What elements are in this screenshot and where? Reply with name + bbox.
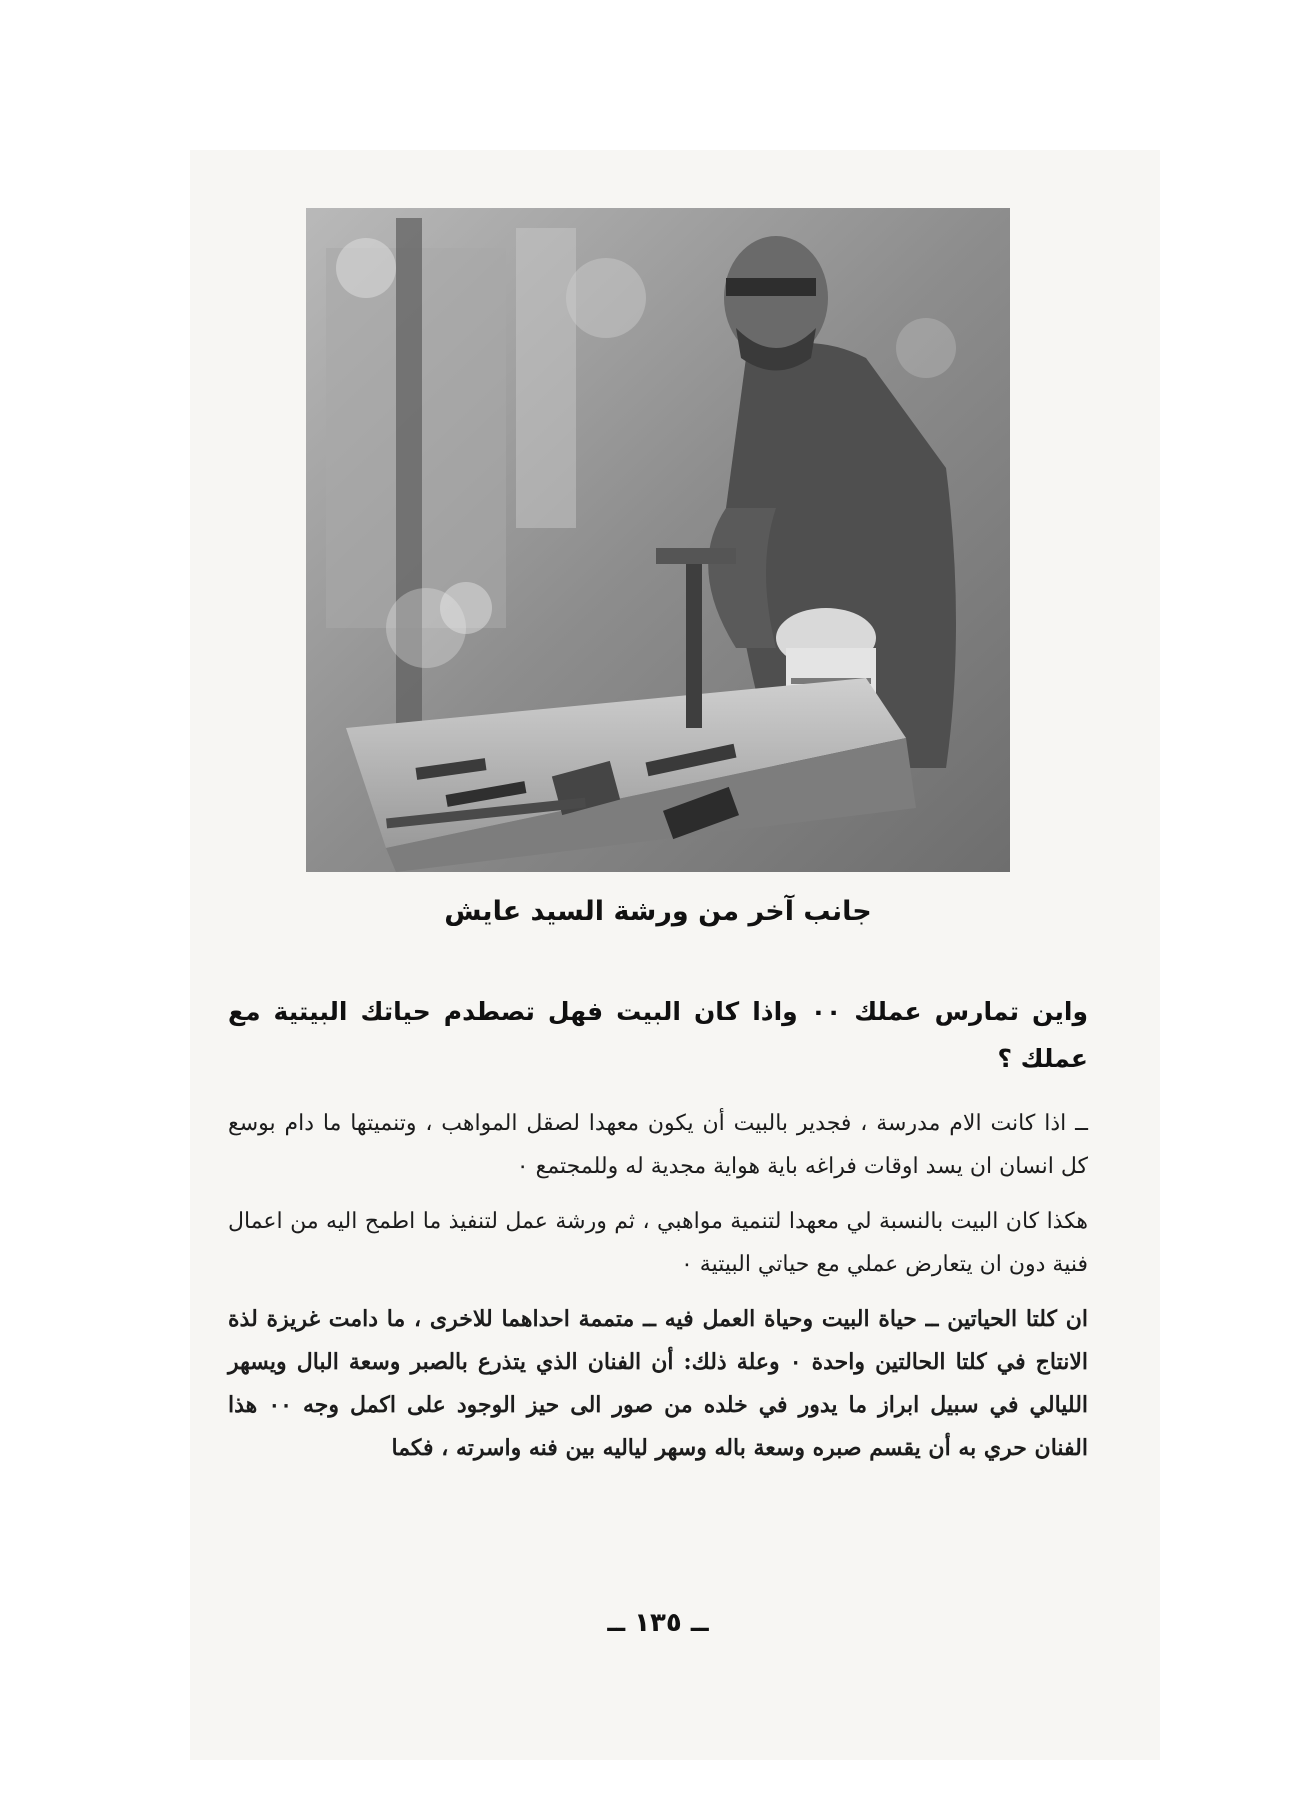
paragraph: ــ اذا كانت الام مدرسة ، فجدير بالبيت أن يكون معهدا لصقل المواهب ، وتنميتها ما دام بوسع كل انسان ان يسد اوقات فراغه باية هواية مجدية له وللمجتمع ٠ <box>228 1111 1088 1179</box>
paragraph: ان كلتا الحياتين ــ حياة البيت وحياة العمل فيه ــ متممة احداهما للاخرى ، ما دامت غريزة لذة الانتاج في كلتا الحالتين واحدة ٠ وعلة ذلك: أن الفنان الذي يتذرع بالصبر وسعة البال ويسهر الليالي في سبيل ابراز ما يدور في خلده من صور الى حيز الوجود على اكمل وجه ٠٠ هذا الفنان حري به أن يقسم صبره وسعة باله وسهر لياليه بين فنه واسرته ، فكما <box>228 1306 1089 1461</box>
workshop-photo <box>306 208 1010 872</box>
interview-question: واين تمارس عملك ٠٠ واذا كان البيت فهل تصطدم حياتك البيتية مع عملك ؟ <box>228 997 1088 1073</box>
paragraph: هكذا كان البيت بالنسبة لي معهدا لتنمية مواهبي ، ثم ورشة عمل لتنفيذ ما اطمح اليه من اعمال فنية دون ان يتعارض عملي مع حياتي البيتية ٠ <box>228 1209 1088 1277</box>
workshop-photo-icon <box>306 208 1010 872</box>
photo-caption: جانب آخر من ورشة السيد عايش <box>444 896 872 927</box>
page-number: ــ ١٣٥ ــ <box>607 1608 709 1638</box>
article-body <box>228 988 1088 1482</box>
